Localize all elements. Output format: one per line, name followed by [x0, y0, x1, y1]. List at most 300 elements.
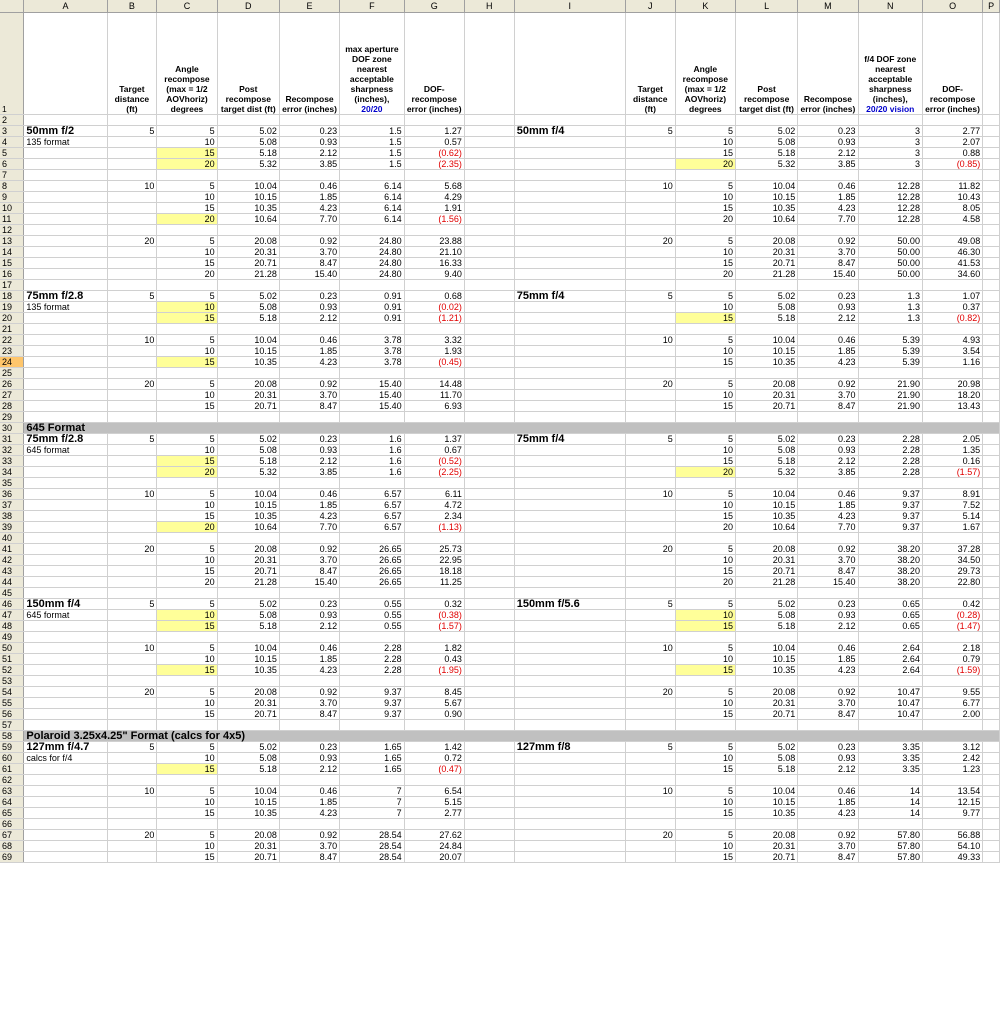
- post-dist-cell[interactable]: 10.35: [735, 357, 797, 368]
- dof-recompose-cell[interactable]: [922, 225, 982, 236]
- row-header[interactable]: 34: [0, 467, 24, 478]
- dof-cell[interactable]: [858, 324, 922, 335]
- dof-recompose-cell[interactable]: (0.28): [922, 610, 982, 621]
- lens-label[interactable]: 50mm f/2: [24, 126, 107, 137]
- post-dist-cell[interactable]: [735, 478, 797, 489]
- dof-cell[interactable]: [858, 280, 922, 291]
- angle-cell[interactable]: [675, 775, 735, 786]
- error-cell[interactable]: 8.47: [798, 852, 858, 863]
- lens-label[interactable]: [514, 764, 625, 775]
- lens-label[interactable]: [514, 588, 625, 599]
- angle-cell[interactable]: 20: [675, 467, 735, 478]
- error-cell[interactable]: 3.70: [279, 247, 339, 258]
- post-dist-cell[interactable]: 10.64: [735, 522, 797, 533]
- empty-cell[interactable]: [464, 335, 514, 346]
- dof-recompose-cell[interactable]: 4.58: [922, 214, 982, 225]
- angle-cell[interactable]: 10: [675, 753, 735, 764]
- empty-cell[interactable]: [464, 588, 514, 599]
- angle-cell[interactable]: [157, 368, 217, 379]
- dof-cell[interactable]: 6.57: [340, 522, 404, 533]
- empty-cell[interactable]: [983, 456, 1000, 467]
- error-cell[interactable]: 4.23: [279, 357, 339, 368]
- lens-label[interactable]: [24, 247, 107, 258]
- lens-label[interactable]: [24, 467, 107, 478]
- target-distance-cell[interactable]: [625, 522, 675, 533]
- empty-cell[interactable]: [983, 522, 1000, 533]
- error-cell[interactable]: 1.85: [279, 346, 339, 357]
- post-dist-cell[interactable]: [735, 368, 797, 379]
- row-header[interactable]: 17: [0, 280, 24, 291]
- target-distance-cell[interactable]: [625, 654, 675, 665]
- dof-recompose-cell[interactable]: (0.82): [922, 313, 982, 324]
- empty-cell[interactable]: [983, 709, 1000, 720]
- row-header[interactable]: 43: [0, 566, 24, 577]
- empty-cell[interactable]: [464, 566, 514, 577]
- dof-recompose-cell[interactable]: 14.48: [404, 379, 464, 390]
- row-header[interactable]: 46: [0, 599, 24, 610]
- dof-cell[interactable]: 7: [340, 786, 404, 797]
- post-dist-cell[interactable]: 5.08: [735, 137, 797, 148]
- dof-recompose-cell[interactable]: 2.77: [404, 808, 464, 819]
- error-cell[interactable]: 2.12: [798, 621, 858, 632]
- post-dist-cell[interactable]: 10.64: [217, 214, 279, 225]
- row-header[interactable]: 8: [0, 181, 24, 192]
- header-dof-zone[interactable]: [340, 13, 404, 115]
- target-distance-cell[interactable]: [625, 258, 675, 269]
- post-dist-cell[interactable]: 5.18: [217, 313, 279, 324]
- dof-recompose-cell[interactable]: 27.62: [404, 830, 464, 841]
- dof-cell[interactable]: 6.14: [340, 192, 404, 203]
- dof-recompose-cell[interactable]: 12.15: [922, 797, 982, 808]
- row-header[interactable]: 3: [0, 126, 24, 137]
- dof-cell[interactable]: 50.00: [858, 247, 922, 258]
- lens-label[interactable]: [514, 247, 625, 258]
- empty-cell[interactable]: [464, 236, 514, 247]
- error-cell[interactable]: 0.23: [279, 126, 339, 137]
- lens-label[interactable]: [514, 137, 625, 148]
- dof-recompose-cell[interactable]: [404, 225, 464, 236]
- dof-cell[interactable]: [858, 368, 922, 379]
- empty-cell[interactable]: [464, 247, 514, 258]
- dof-recompose-cell[interactable]: 4.72: [404, 500, 464, 511]
- dof-recompose-cell[interactable]: 1.23: [922, 764, 982, 775]
- dof-cell[interactable]: 10.47: [858, 709, 922, 720]
- column-header[interactable]: C: [157, 0, 217, 13]
- lens-label[interactable]: [514, 808, 625, 819]
- target-distance-cell[interactable]: 10: [625, 181, 675, 192]
- angle-cell[interactable]: 5: [157, 181, 217, 192]
- dof-recompose-cell[interactable]: [404, 632, 464, 643]
- lens-label[interactable]: [514, 225, 625, 236]
- row-header[interactable]: 25: [0, 368, 24, 379]
- post-dist-cell[interactable]: 20.31: [735, 841, 797, 852]
- post-dist-cell[interactable]: [217, 225, 279, 236]
- error-cell[interactable]: 0.92: [279, 687, 339, 698]
- post-dist-cell[interactable]: [217, 533, 279, 544]
- angle-cell[interactable]: 15: [675, 665, 735, 676]
- error-cell[interactable]: 0.23: [798, 126, 858, 137]
- error-cell[interactable]: [798, 720, 858, 731]
- dof-cell[interactable]: 6.14: [340, 203, 404, 214]
- row-header[interactable]: 6: [0, 159, 24, 170]
- angle-cell[interactable]: 15: [675, 258, 735, 269]
- lens-label[interactable]: 150mm f/4: [24, 599, 107, 610]
- angle-cell[interactable]: [157, 720, 217, 731]
- angle-cell[interactable]: 15: [157, 709, 217, 720]
- post-dist-cell[interactable]: 5.02: [735, 599, 797, 610]
- error-cell[interactable]: 0.92: [279, 236, 339, 247]
- dof-cell[interactable]: [340, 775, 404, 786]
- dof-cell[interactable]: 5.39: [858, 335, 922, 346]
- dof-cell[interactable]: 1.5: [340, 148, 404, 159]
- dof-recompose-cell[interactable]: (2.25): [404, 467, 464, 478]
- dof-recompose-cell[interactable]: 16.33: [404, 258, 464, 269]
- dof-cell[interactable]: 21.90: [858, 390, 922, 401]
- target-distance-cell[interactable]: 5: [107, 599, 157, 610]
- empty-cell[interactable]: [464, 148, 514, 159]
- target-distance-cell[interactable]: [107, 313, 157, 324]
- dof-cell[interactable]: 1.6: [340, 456, 404, 467]
- angle-cell[interactable]: [675, 533, 735, 544]
- error-cell[interactable]: 0.92: [279, 379, 339, 390]
- post-dist-cell[interactable]: 10.15: [217, 192, 279, 203]
- empty-cell[interactable]: [983, 687, 1000, 698]
- angle-cell[interactable]: 15: [675, 148, 735, 159]
- lens-label[interactable]: [24, 313, 107, 324]
- lens-label[interactable]: 75mm f/2.8: [24, 291, 107, 302]
- post-dist-cell[interactable]: 5.32: [217, 467, 279, 478]
- target-distance-cell[interactable]: [625, 192, 675, 203]
- cell-h1[interactable]: [464, 13, 514, 115]
- lens-label[interactable]: [514, 797, 625, 808]
- lens-label[interactable]: [24, 368, 107, 379]
- dof-cell[interactable]: 15.40: [340, 401, 404, 412]
- row-header[interactable]: 65: [0, 808, 24, 819]
- dof-recompose-cell[interactable]: 8.05: [922, 203, 982, 214]
- target-distance-cell[interactable]: [107, 478, 157, 489]
- angle-cell[interactable]: 5: [675, 830, 735, 841]
- dof-recompose-cell[interactable]: (1.95): [404, 665, 464, 676]
- empty-cell[interactable]: [983, 720, 1000, 731]
- error-cell[interactable]: 0.92: [279, 544, 339, 555]
- dof-cell[interactable]: 0.55: [340, 610, 404, 621]
- angle-cell[interactable]: 5: [157, 786, 217, 797]
- row-header[interactable]: 18: [0, 291, 24, 302]
- lens-label[interactable]: [24, 236, 107, 247]
- angle-cell[interactable]: [157, 819, 217, 830]
- lens-label[interactable]: [24, 819, 107, 830]
- empty-cell[interactable]: [983, 665, 1000, 676]
- post-dist-cell[interactable]: [217, 819, 279, 830]
- error-cell[interactable]: 4.23: [279, 511, 339, 522]
- row-header[interactable]: 23: [0, 346, 24, 357]
- post-dist-cell[interactable]: 10.15: [735, 797, 797, 808]
- target-distance-cell[interactable]: [107, 775, 157, 786]
- dof-recompose-cell[interactable]: [404, 412, 464, 423]
- post-dist-cell[interactable]: [735, 412, 797, 423]
- angle-cell[interactable]: 5: [675, 786, 735, 797]
- target-distance-cell[interactable]: [625, 313, 675, 324]
- error-cell[interactable]: 0.93: [279, 610, 339, 621]
- angle-cell[interactable]: 15: [157, 621, 217, 632]
- angle-cell[interactable]: 5: [157, 742, 217, 753]
- dof-cell[interactable]: [858, 533, 922, 544]
- dof-recompose-cell[interactable]: 6.93: [404, 401, 464, 412]
- target-distance-cell[interactable]: [107, 170, 157, 181]
- dof-recompose-cell[interactable]: 37.28: [922, 544, 982, 555]
- angle-cell[interactable]: 10: [675, 797, 735, 808]
- post-dist-cell[interactable]: [217, 324, 279, 335]
- angle-cell[interactable]: 15: [157, 808, 217, 819]
- dof-recompose-cell[interactable]: [922, 819, 982, 830]
- angle-cell[interactable]: 15: [675, 764, 735, 775]
- dof-cell[interactable]: 10.47: [858, 698, 922, 709]
- error-cell[interactable]: [798, 588, 858, 599]
- empty-cell[interactable]: [983, 368, 1000, 379]
- row-header[interactable]: 1: [0, 13, 24, 115]
- angle-cell[interactable]: 15: [157, 764, 217, 775]
- empty-cell[interactable]: [983, 236, 1000, 247]
- row-header[interactable]: 66: [0, 819, 24, 830]
- dof-recompose-cell[interactable]: 49.08: [922, 236, 982, 247]
- dof-recompose-cell[interactable]: 1.42: [404, 742, 464, 753]
- lens-label[interactable]: [514, 654, 625, 665]
- dof-recompose-cell[interactable]: 9.40: [404, 269, 464, 280]
- dof-recompose-cell[interactable]: [922, 368, 982, 379]
- column-header[interactable]: I: [514, 0, 625, 13]
- dof-cell[interactable]: 0.65: [858, 599, 922, 610]
- row-header[interactable]: 56: [0, 709, 24, 720]
- dof-cell[interactable]: 57.80: [858, 830, 922, 841]
- error-cell[interactable]: 0.23: [279, 742, 339, 753]
- column-header[interactable]: M: [798, 0, 858, 13]
- angle-cell[interactable]: 5: [157, 830, 217, 841]
- dof-recompose-cell[interactable]: (0.52): [404, 456, 464, 467]
- dof-cell[interactable]: 24.80: [340, 269, 404, 280]
- lens-label[interactable]: 150mm f/5.6: [514, 599, 625, 610]
- error-cell[interactable]: [798, 478, 858, 489]
- empty-cell[interactable]: [464, 632, 514, 643]
- row-header[interactable]: 53: [0, 676, 24, 687]
- angle-cell[interactable]: 5: [675, 181, 735, 192]
- error-cell[interactable]: 3.70: [279, 390, 339, 401]
- empty-cell[interactable]: [464, 676, 514, 687]
- dof-recompose-cell[interactable]: 2.77: [922, 126, 982, 137]
- dof-recompose-cell[interactable]: 1.91: [404, 203, 464, 214]
- error-cell[interactable]: 1.85: [279, 192, 339, 203]
- empty-cell[interactable]: [464, 434, 514, 445]
- dof-recompose-cell[interactable]: [404, 720, 464, 731]
- empty-cell[interactable]: [464, 764, 514, 775]
- dof-recompose-cell[interactable]: [404, 775, 464, 786]
- row-header[interactable]: 44: [0, 577, 24, 588]
- angle-cell[interactable]: 15: [157, 258, 217, 269]
- post-dist-cell[interactable]: 21.28: [217, 577, 279, 588]
- lens-label[interactable]: [514, 478, 625, 489]
- error-cell[interactable]: 0.92: [798, 830, 858, 841]
- target-distance-cell[interactable]: [625, 170, 675, 181]
- dof-cell[interactable]: 6.14: [340, 214, 404, 225]
- target-distance-cell[interactable]: [625, 764, 675, 775]
- lens-label[interactable]: [24, 258, 107, 269]
- lens-label[interactable]: [24, 852, 107, 863]
- target-distance-cell[interactable]: [107, 588, 157, 599]
- lens-label[interactable]: calcs for f/4: [24, 753, 107, 764]
- lens-label[interactable]: [514, 522, 625, 533]
- angle-cell[interactable]: [675, 676, 735, 687]
- empty-cell[interactable]: [464, 357, 514, 368]
- angle-cell[interactable]: 20: [675, 269, 735, 280]
- target-distance-cell[interactable]: [625, 467, 675, 478]
- lens-label[interactable]: [24, 346, 107, 357]
- angle-cell[interactable]: 10: [675, 654, 735, 665]
- empty-cell[interactable]: [983, 214, 1000, 225]
- target-distance-cell[interactable]: [107, 280, 157, 291]
- dof-cell[interactable]: 12.28: [858, 214, 922, 225]
- post-dist-cell[interactable]: [735, 324, 797, 335]
- error-cell[interactable]: [279, 170, 339, 181]
- row-header[interactable]: 35: [0, 478, 24, 489]
- post-dist-cell[interactable]: 20.08: [735, 830, 797, 841]
- error-cell[interactable]: 0.23: [279, 291, 339, 302]
- angle-cell[interactable]: 20: [157, 214, 217, 225]
- target-distance-cell[interactable]: [625, 302, 675, 313]
- post-dist-cell[interactable]: 20.71: [735, 852, 797, 863]
- angle-cell[interactable]: 10: [157, 445, 217, 456]
- error-cell[interactable]: 4.23: [798, 203, 858, 214]
- empty-cell[interactable]: [983, 566, 1000, 577]
- post-dist-cell[interactable]: 5.02: [735, 742, 797, 753]
- empty-cell[interactable]: [464, 654, 514, 665]
- error-cell[interactable]: 3.70: [279, 841, 339, 852]
- target-distance-cell[interactable]: [625, 500, 675, 511]
- error-cell[interactable]: 2.12: [279, 764, 339, 775]
- target-distance-cell[interactable]: [107, 764, 157, 775]
- angle-cell[interactable]: [157, 412, 217, 423]
- angle-cell[interactable]: 5: [675, 126, 735, 137]
- row-header[interactable]: 47: [0, 610, 24, 621]
- dof-cell[interactable]: 9.37: [340, 687, 404, 698]
- dof-cell[interactable]: 2.28: [858, 445, 922, 456]
- target-distance-cell[interactable]: [107, 720, 157, 731]
- row-header[interactable]: 37: [0, 500, 24, 511]
- cell-i1[interactable]: [514, 13, 625, 115]
- post-dist-cell[interactable]: 20.08: [217, 379, 279, 390]
- dof-cell[interactable]: 2.28: [340, 665, 404, 676]
- post-dist-cell[interactable]: 5.08: [735, 610, 797, 621]
- error-cell[interactable]: 15.40: [798, 577, 858, 588]
- dof-recompose-cell[interactable]: 2.42: [922, 753, 982, 764]
- header-angle-recompose-2[interactable]: Angle recompose (max = 1/2 AOVhoriz) degrees: [675, 13, 735, 115]
- dof-recompose-cell[interactable]: 18.20: [922, 390, 982, 401]
- dof-cell[interactable]: 50.00: [858, 236, 922, 247]
- post-dist-cell[interactable]: 20.71: [217, 401, 279, 412]
- error-cell[interactable]: 2.12: [279, 313, 339, 324]
- angle-cell[interactable]: [675, 368, 735, 379]
- error-cell[interactable]: 0.46: [798, 643, 858, 654]
- dof-cell[interactable]: [858, 632, 922, 643]
- dof-recompose-cell[interactable]: (0.38): [404, 610, 464, 621]
- angle-cell[interactable]: 20: [157, 522, 217, 533]
- row-header[interactable]: 12: [0, 225, 24, 236]
- error-cell[interactable]: 2.12: [798, 764, 858, 775]
- dof-recompose-cell[interactable]: [922, 324, 982, 335]
- lens-label[interactable]: [24, 489, 107, 500]
- column-header[interactable]: J: [625, 0, 675, 13]
- error-cell[interactable]: 1.85: [279, 654, 339, 665]
- post-dist-cell[interactable]: 5.02: [217, 126, 279, 137]
- target-distance-cell[interactable]: [107, 621, 157, 632]
- target-distance-cell[interactable]: 10: [107, 643, 157, 654]
- lens-label[interactable]: [24, 709, 107, 720]
- dof-recompose-cell[interactable]: 1.07: [922, 291, 982, 302]
- empty-cell[interactable]: [983, 434, 1000, 445]
- angle-cell[interactable]: 10: [675, 192, 735, 203]
- empty-cell[interactable]: [983, 181, 1000, 192]
- lens-label[interactable]: [514, 258, 625, 269]
- empty-cell[interactable]: [464, 346, 514, 357]
- empty-cell[interactable]: [464, 170, 514, 181]
- row-header[interactable]: 4: [0, 137, 24, 148]
- lens-label[interactable]: [24, 335, 107, 346]
- dof-cell[interactable]: [340, 632, 404, 643]
- dof-cell[interactable]: 14: [858, 808, 922, 819]
- error-cell[interactable]: 3.85: [798, 159, 858, 170]
- lens-label[interactable]: [514, 280, 625, 291]
- post-dist-cell[interactable]: 5.02: [217, 291, 279, 302]
- error-cell[interactable]: [279, 225, 339, 236]
- empty-cell[interactable]: [464, 709, 514, 720]
- empty-cell[interactable]: [464, 313, 514, 324]
- empty-cell[interactable]: [464, 819, 514, 830]
- post-dist-cell[interactable]: 10.35: [217, 665, 279, 676]
- post-dist-cell[interactable]: 5.08: [217, 302, 279, 313]
- target-distance-cell[interactable]: [625, 709, 675, 720]
- target-distance-cell[interactable]: [107, 137, 157, 148]
- lens-label[interactable]: [24, 643, 107, 654]
- error-cell[interactable]: [798, 115, 858, 126]
- lens-label[interactable]: [514, 269, 625, 280]
- error-cell[interactable]: [798, 533, 858, 544]
- dof-recompose-cell[interactable]: 21.10: [404, 247, 464, 258]
- lens-label[interactable]: [24, 588, 107, 599]
- dof-recompose-cell[interactable]: [922, 478, 982, 489]
- post-dist-cell[interactable]: 20.08: [735, 687, 797, 698]
- empty-cell[interactable]: [983, 852, 1000, 863]
- section-title[interactable]: Polaroid 3.25x4.25" Format (calcs for 4x5): [24, 731, 1000, 742]
- angle-cell[interactable]: 10: [675, 555, 735, 566]
- error-cell[interactable]: 15.40: [279, 577, 339, 588]
- lens-label[interactable]: [24, 830, 107, 841]
- error-cell[interactable]: [279, 478, 339, 489]
- target-distance-cell[interactable]: 10: [625, 489, 675, 500]
- dof-recompose-cell[interactable]: 0.68: [404, 291, 464, 302]
- error-cell[interactable]: [798, 368, 858, 379]
- lens-label[interactable]: [514, 500, 625, 511]
- dof-recompose-cell[interactable]: 22.80: [922, 577, 982, 588]
- lens-label[interactable]: [514, 577, 625, 588]
- target-distance-cell[interactable]: 5: [625, 126, 675, 137]
- empty-cell[interactable]: [464, 214, 514, 225]
- target-distance-cell[interactable]: 10: [625, 643, 675, 654]
- dof-cell[interactable]: [858, 819, 922, 830]
- dof-cell[interactable]: 2.64: [858, 665, 922, 676]
- dof-cell[interactable]: 3.35: [858, 742, 922, 753]
- empty-cell[interactable]: [464, 445, 514, 456]
- post-dist-cell[interactable]: 5.08: [217, 445, 279, 456]
- dof-cell[interactable]: 9.37: [858, 500, 922, 511]
- target-distance-cell[interactable]: [625, 797, 675, 808]
